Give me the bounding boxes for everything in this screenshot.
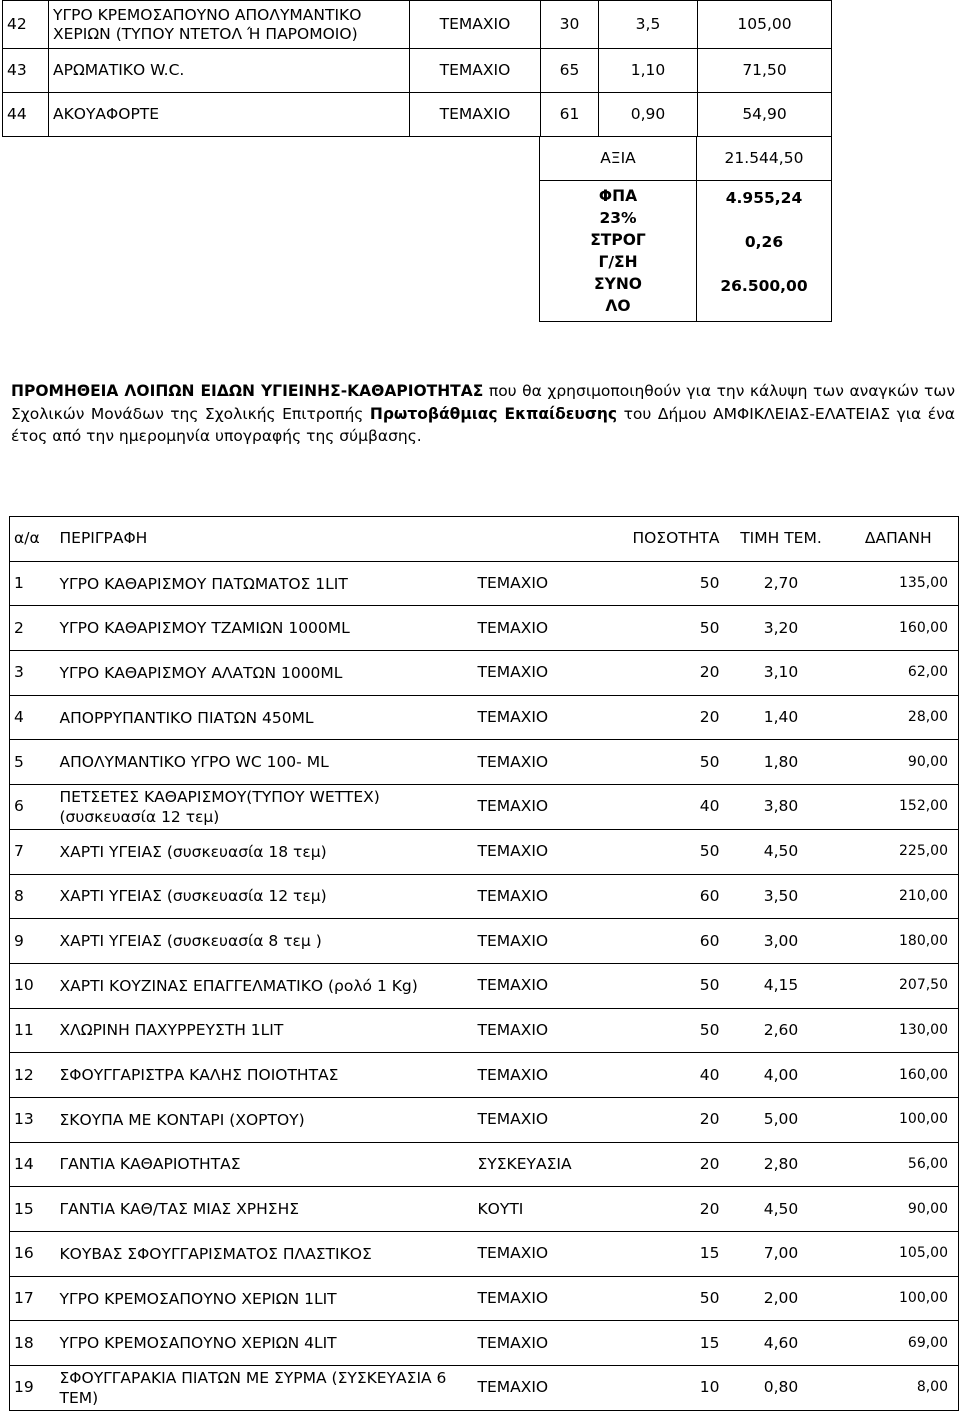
item-unit: ΤΕΜΑΧΙΟ (474, 829, 614, 874)
item-price: 3,00 (724, 919, 839, 964)
item-cost: 135,00 (839, 561, 959, 606)
item-quantity: 20 (614, 1187, 724, 1232)
item-quantity: 40 (614, 1053, 724, 1098)
item-description: ΓΑΝΤΙΑ ΚΑΘ/ΤΑΣ ΜΙΑΣ ΧΡΗΣΗΣ (56, 1187, 474, 1232)
item-price: 1,80 (724, 740, 839, 785)
item-unit: ΣΥΣΚΕΥΑΣΙΑ (474, 1142, 614, 1187)
item-price: 3,10 (724, 651, 839, 696)
item-price: 4,50 (724, 1187, 839, 1232)
item-unit: ΤΕΜΑΧΙΟ (474, 606, 614, 651)
item-description: ΚΟΥΒΑΣ ΣΦΟΥΓΓΑΡΙΣΜΑΤΟΣ ΠΛΑΣΤΙΚΟΣ (56, 1232, 474, 1277)
item-cost: 207,50 (839, 963, 959, 1008)
item-price: 0,90 (599, 93, 698, 137)
item-price: 7,00 (724, 1232, 839, 1277)
item-unit: ΤΕΜΑΧΙΟ (474, 963, 614, 1008)
item-description: ΥΓΡΟ ΚΑΘΑΡΙΣΜΟΥ ΑΛΑΤΩΝ 1000ML (56, 651, 474, 696)
table-row (10, 785, 959, 830)
header-unit (474, 517, 614, 562)
table-row (3, 49, 832, 93)
item-number: 18 (10, 1321, 56, 1366)
item-number: 6 (10, 785, 56, 830)
syno-label-2: ΛΟ (605, 297, 631, 315)
table-row (10, 1321, 959, 1366)
header-qty: ΠΟΣΟΤΗΤΑ (614, 517, 724, 562)
item-price: 3,5 (599, 1, 698, 49)
item-cost: 225,00 (839, 829, 959, 874)
fpa-label-2: 23% (599, 209, 637, 227)
item-quantity: 40 (614, 785, 724, 830)
item-unit: ΚΟΥΤΙ (474, 1187, 614, 1232)
item-description: ΣΦΟΥΓΓΑΡΑΚΙΑ ΠΙΑΤΩΝ ΜΕ ΣΥΡΜΑ (ΣΥΣΚΕΥΑΣΙΑ 6 ΤΕΜ) (56, 1366, 474, 1411)
table-row (10, 695, 959, 740)
table-row (3, 93, 832, 137)
item-unit: ΤΕΜΑΧΙΟ (474, 561, 614, 606)
item-cost: 90,00 (839, 1187, 959, 1232)
item-description: ΠΕΤΣΕΤΕΣ ΚΑΘΑΡΙΣΜΟΥ(ΤΥΠΟΥ WETTEX)(συσκευασία 12 τεμ) (56, 785, 474, 830)
item-description: ΣΚΟΥΠΑ ΜΕ ΚΟΝΤΑΡΙ (ΧΟΡΤΟΥ) (56, 1097, 474, 1142)
item-unit: ΤΕΜΑΧΙΟ (410, 93, 541, 137)
item-cost: 28,00 (839, 695, 959, 740)
item-price: 0,80 (724, 1366, 839, 1411)
item-number: 44 (3, 93, 49, 137)
item-description: ΑΚΟΥΑΦΟΡΤΕ (49, 93, 410, 137)
item-description: ΥΓΡΟ ΚΡΕΜΟΣΑΠΟΥΝΟ ΑΠΟΛΥΜΑΝΤΙΚΟ ΧΕΡΙΩΝ (ΤΥΠΟΥ ΝΤΕΤΟΛ Ή ΠΑΡΟΜΟΙΟ) (49, 1, 410, 49)
axia-value: 21.544,50 (697, 137, 832, 181)
item-price: 3,50 (724, 874, 839, 919)
item-quantity: 50 (614, 963, 724, 1008)
intro-paragraph (11, 380, 955, 448)
strog-label-2: Γ/ΣΗ (598, 253, 638, 271)
intro-text-2: του Δήμου ΑΜΦΙΚΛΕΙΑΣ-ΕΛΑΤΕΙΑΣ για ένα έτος από την ημερομηνία υπογραφής της σύμβασης. (11, 404, 955, 445)
item-price: 4,00 (724, 1053, 839, 1098)
item-price: 2,80 (724, 1142, 839, 1187)
table-row (10, 1142, 959, 1187)
tax-labels (540, 181, 697, 322)
item-number: 9 (10, 919, 56, 964)
item-number: 19 (10, 1366, 56, 1411)
strog-label-1: ΣΤΡΟΓ (590, 231, 646, 249)
item-cost: 100,00 (839, 1097, 959, 1142)
total-value-row (540, 137, 832, 181)
item-unit: ΤΕΜΑΧΙΟ (474, 1097, 614, 1142)
item-number: 43 (3, 49, 49, 93)
item-unit: ΤΕΜΑΧΙΟ (474, 1053, 614, 1098)
item-number: 3 (10, 651, 56, 696)
syno-value: 26.500,00 (720, 277, 808, 295)
item-quantity: 50 (614, 740, 724, 785)
item-description: ΧΑΡΤΙ ΚΟΥΖΙΝΑΣ ΕΠΑΓΓΕΛΜΑΤΙΚΟ (ρολό 1 Kg) (56, 963, 474, 1008)
item-total: 71,50 (698, 49, 832, 93)
item-number: 7 (10, 829, 56, 874)
item-number: 42 (3, 1, 49, 49)
item-price: 2,70 (724, 561, 839, 606)
table-row (3, 1, 832, 49)
item-cost: 160,00 (839, 606, 959, 651)
item-unit: ΤΕΜΑΧΙΟ (474, 1366, 614, 1411)
table-row (10, 1276, 959, 1321)
item-cost: 56,00 (839, 1142, 959, 1187)
item-description: ΧΑΡΤΙ ΥΓΕΙΑΣ (συσκευασία 8 τεμ ) (56, 919, 474, 964)
table-row (10, 1053, 959, 1098)
item-price: 2,00 (724, 1276, 839, 1321)
table-row (10, 963, 959, 1008)
item-description: ΑΠΟΛΥΜΑΝΤΙΚΟ ΥΓΡΟ WC 100- ML (56, 740, 474, 785)
item-quantity: 50 (614, 1008, 724, 1053)
item-price: 1,10 (599, 49, 698, 93)
table-row (10, 1187, 959, 1232)
item-number: 11 (10, 1008, 56, 1053)
item-quantity: 20 (614, 1097, 724, 1142)
header-cost: ΔΑΠΑΝΗ (839, 517, 959, 562)
item-number: 12 (10, 1053, 56, 1098)
item-price: 3,80 (724, 785, 839, 830)
table-row (10, 829, 959, 874)
item-description: ΧΛΩΡΙΝΗ ΠΑΧΥΡΡΕΥΣΤΗ 1LIT (56, 1008, 474, 1053)
item-quantity: 20 (614, 695, 724, 740)
item-price: 4,15 (724, 963, 839, 1008)
item-cost: 8,00 (839, 1366, 959, 1411)
item-number: 10 (10, 963, 56, 1008)
intro-bold-education: Πρωτοβάθμιας Εκπαίδευσης (369, 404, 618, 423)
item-number: 14 (10, 1142, 56, 1187)
item-unit: ΤΕΜΑΧΙΟ (474, 1276, 614, 1321)
item-unit: ΤΕΜΑΧΙΟ (474, 740, 614, 785)
item-number: 8 (10, 874, 56, 919)
table-row (10, 919, 959, 964)
item-description: ΥΓΡΟ ΚΑΘΑΡΙΣΜΟΥ ΠΑΤΩΜΑΤΟΣ 1LIT (56, 561, 474, 606)
top-items-body (3, 1, 832, 137)
item-quantity: 61 (541, 93, 599, 137)
item-quantity: 50 (614, 829, 724, 874)
item-price: 2,60 (724, 1008, 839, 1053)
item-unit: ΤΕΜΑΧΙΟ (474, 1232, 614, 1277)
item-quantity: 50 (614, 606, 724, 651)
items-body (10, 561, 959, 1410)
item-price: 4,50 (724, 829, 839, 874)
item-description: ΓΑΝΤΙΑ ΚΑΘΑΡΙΟΤΗΤΑΣ (56, 1142, 474, 1187)
items-header-row (10, 517, 959, 562)
item-unit: ΤΕΜΑΧΙΟ (474, 695, 614, 740)
header-desc: ΠΕΡΙΓΡΑΦΗ (56, 517, 474, 562)
item-quantity: 60 (614, 874, 724, 919)
syno-label-1: ΣΥΝΟ (594, 275, 642, 293)
item-total: 105,00 (698, 1, 832, 49)
item-cost: 160,00 (839, 1053, 959, 1098)
item-quantity: 20 (614, 651, 724, 696)
item-price: 4,60 (724, 1321, 839, 1366)
item-cost: 210,00 (839, 874, 959, 919)
item-number: 16 (10, 1232, 56, 1277)
fpa-label-1: ΦΠΑ (598, 187, 638, 205)
item-description: ΧΑΡΤΙ ΥΓΕΙΑΣ (συσκευασία 12 τεμ) (56, 874, 474, 919)
table-row (10, 651, 959, 696)
table-row (10, 874, 959, 919)
item-unit: ΤΕΜΑΧΙΟ (474, 874, 614, 919)
item-description: ΥΓΡΟ ΚΑΘΑΡΙΣΜΟΥ ΤΖΑΜΙΩΝ 1000ML (56, 606, 474, 651)
item-quantity: 65 (541, 49, 599, 93)
table-row (10, 1097, 959, 1142)
item-quantity: 20 (614, 1142, 724, 1187)
table-row (10, 606, 959, 651)
item-cost: 180,00 (839, 919, 959, 964)
strog-value: 0,26 (744, 233, 784, 251)
fpa-value: 4.955,24 (725, 189, 803, 207)
item-number: 4 (10, 695, 56, 740)
item-description: ΥΓΡΟ ΚΡΕΜΟΣΑΠΟΥΝΟ ΧΕΡΙΩΝ 4LIT (56, 1321, 474, 1366)
item-description: ΑΠΟΡΡΥΠΑΝΤΙΚΟ ΠΙΑΤΩΝ 450ML (56, 695, 474, 740)
item-unit: ΤΕΜΑΧΙΟ (474, 1321, 614, 1366)
item-cost: 69,00 (839, 1321, 959, 1366)
item-description: ΥΓΡΟ ΚΡΕΜΟΣΑΠΟΥΝΟ ΧΕΡΙΩΝ 1LIT (56, 1276, 474, 1321)
tax-values (697, 181, 832, 322)
totals-table (539, 136, 832, 322)
item-quantity: 30 (541, 1, 599, 49)
table-row (10, 1008, 959, 1053)
item-cost: 130,00 (839, 1008, 959, 1053)
item-number: 13 (10, 1097, 56, 1142)
item-cost: 100,00 (839, 1276, 959, 1321)
tax-totals-row (540, 181, 832, 322)
item-number: 5 (10, 740, 56, 785)
item-unit: ΤΕΜΑΧΙΟ (474, 1008, 614, 1053)
table-row (10, 561, 959, 606)
item-description: ΧΑΡΤΙ ΥΓΕΙΑΣ (συσκευασία 18 τεμ) (56, 829, 474, 874)
item-cost: 90,00 (839, 740, 959, 785)
item-quantity: 50 (614, 1276, 724, 1321)
header-no: α/α (10, 517, 56, 562)
item-price: 1,40 (724, 695, 839, 740)
item-total: 54,90 (698, 93, 832, 137)
item-quantity: 50 (614, 561, 724, 606)
item-unit: ΤΕΜΑΧΙΟ (474, 919, 614, 964)
header-price: ΤΙΜΗ ΤΕΜ. (724, 517, 839, 562)
table-row (10, 1366, 959, 1411)
item-number: 2 (10, 606, 56, 651)
item-cost: 105,00 (839, 1232, 959, 1277)
item-unit: ΤΕΜΑΧΙΟ (474, 651, 614, 696)
intro-text-1: που θα χρησιμοποιηθούν για την κάλυψη των αναγκών των Σχολικών Μονάδων της Σχολικής Επιτροπής (11, 382, 955, 423)
table-row (10, 1232, 959, 1277)
item-quantity: 15 (614, 1232, 724, 1277)
item-unit: ΤΕΜΑΧΙΟ (474, 785, 614, 830)
item-number: 15 (10, 1187, 56, 1232)
top-items-table (2, 0, 832, 137)
items-table (9, 516, 959, 1411)
axia-label: ΑΞΙΑ (540, 137, 697, 181)
item-price: 3,20 (724, 606, 839, 651)
item-quantity: 60 (614, 919, 724, 964)
table-row (10, 740, 959, 785)
item-number: 1 (10, 561, 56, 606)
item-description: ΣΦΟΥΓΓΑΡΙΣΤΡΑ ΚΑΛΗΣ ΠΟΙΟΤΗΤΑΣ (56, 1053, 474, 1098)
item-unit: ΤΕΜΑΧΙΟ (410, 49, 541, 93)
item-quantity: 15 (614, 1321, 724, 1366)
item-price: 5,00 (724, 1097, 839, 1142)
item-quantity: 10 (614, 1366, 724, 1411)
item-description: ΑΡΩΜΑΤΙΚΟ W.C. (49, 49, 410, 93)
item-unit: ΤΕΜΑΧΙΟ (410, 1, 541, 49)
item-cost: 62,00 (839, 651, 959, 696)
intro-bold-title: ΠΡΟΜΗΘΕΙΑ ΛΟΙΠΩΝ ΕΙΔΩΝ ΥΓΙΕΙΝΗΣ-ΚΑΘΑΡΙΟΤΗΤΑΣ (11, 382, 484, 400)
item-cost: 152,00 (839, 785, 959, 830)
item-number: 17 (10, 1276, 56, 1321)
